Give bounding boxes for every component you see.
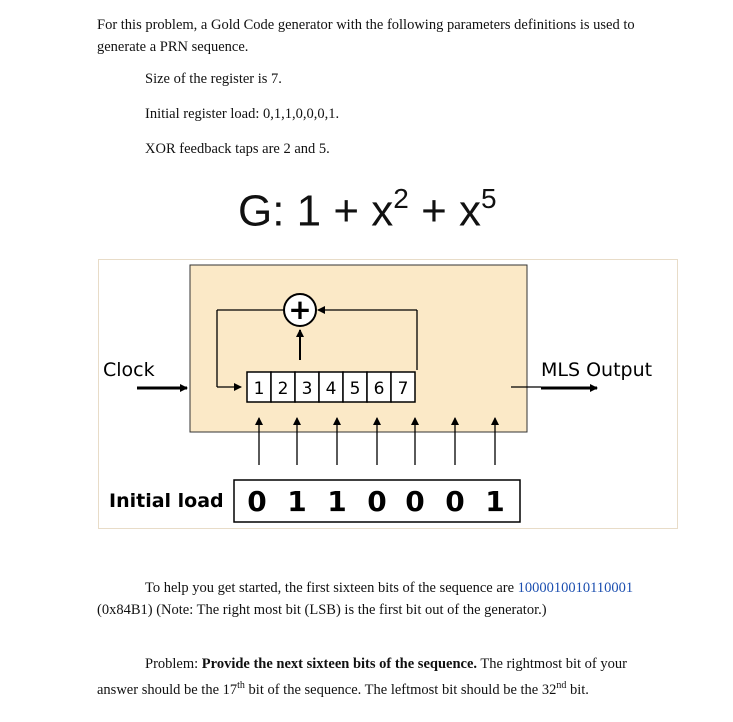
register-cell-label: 5: [349, 379, 361, 399]
register-cell-label: 1: [253, 379, 265, 399]
lfsr-diagram: [98, 259, 678, 529]
problem-label: Problem:: [145, 656, 202, 672]
initial-load-bit: 0: [247, 485, 267, 518]
clock-label: Clock: [103, 359, 155, 381]
problem-paragraph: [97, 653, 657, 701]
register-cell-label: 2: [277, 379, 289, 399]
register-cell-label: 7: [397, 379, 409, 399]
initial-load-bit: 1: [327, 485, 347, 518]
initial-load-label: Initial load: [109, 490, 224, 512]
xor-symbol: +: [288, 293, 312, 326]
problem-text-1: The rightmost bit of your answer should be the 17: [97, 656, 627, 698]
hint-line1: To help you get started, the first sixteen bits of the sequence are: [145, 580, 515, 596]
register-panel: [190, 265, 527, 432]
problem-bold: Provide the next sixteen bits of the sequence.: [201, 656, 477, 672]
param-feedback-taps: XOR feedback taps are 2 and 5.: [145, 141, 330, 157]
formula-mid: + x: [408, 186, 482, 236]
register-cell-label: 3: [301, 379, 313, 399]
problem-text-2: bit of the sequence. The leftmost bit should be the 32: [244, 681, 557, 698]
polynomial-formula: [238, 185, 497, 237]
lfsr-svg: [99, 260, 677, 528]
register-cell-label: 6: [373, 379, 385, 399]
formula-prefix: G: 1 + x: [238, 186, 394, 236]
hint-bits: 1000010010110001: [517, 580, 634, 596]
problem-text-3: bit.: [566, 681, 589, 698]
hint-paragraph: [97, 577, 657, 621]
hint-hex-note: (0x84B1) (Note: The right most bit (LSB) is the first bit out of the generator.): [97, 602, 547, 618]
initial-load-bit: 1: [485, 485, 505, 518]
initial-load-bit: 1: [287, 485, 307, 518]
param-register-size: Size of the register is 7.: [145, 71, 282, 87]
ordinal-th: th: [237, 680, 245, 691]
formula-exponent-2: 2: [393, 183, 409, 214]
initial-load-bit: 0: [367, 485, 387, 518]
intro-paragraph: For this problem, a Gold Code generator with the following parameters definitions is used to generate a PRN sequence.: [97, 17, 635, 55]
ordinal-nd: nd: [556, 680, 567, 691]
initial-load-bit: 0: [445, 485, 465, 518]
formula-exponent-5: 5: [481, 183, 497, 214]
initial-load-bit: 0: [405, 485, 425, 518]
param-initial-load: Initial register load: 0,1,1,0,0,0,1.: [145, 106, 340, 122]
register-cell-label: 4: [325, 379, 337, 399]
output-label: MLS Output: [541, 359, 653, 381]
